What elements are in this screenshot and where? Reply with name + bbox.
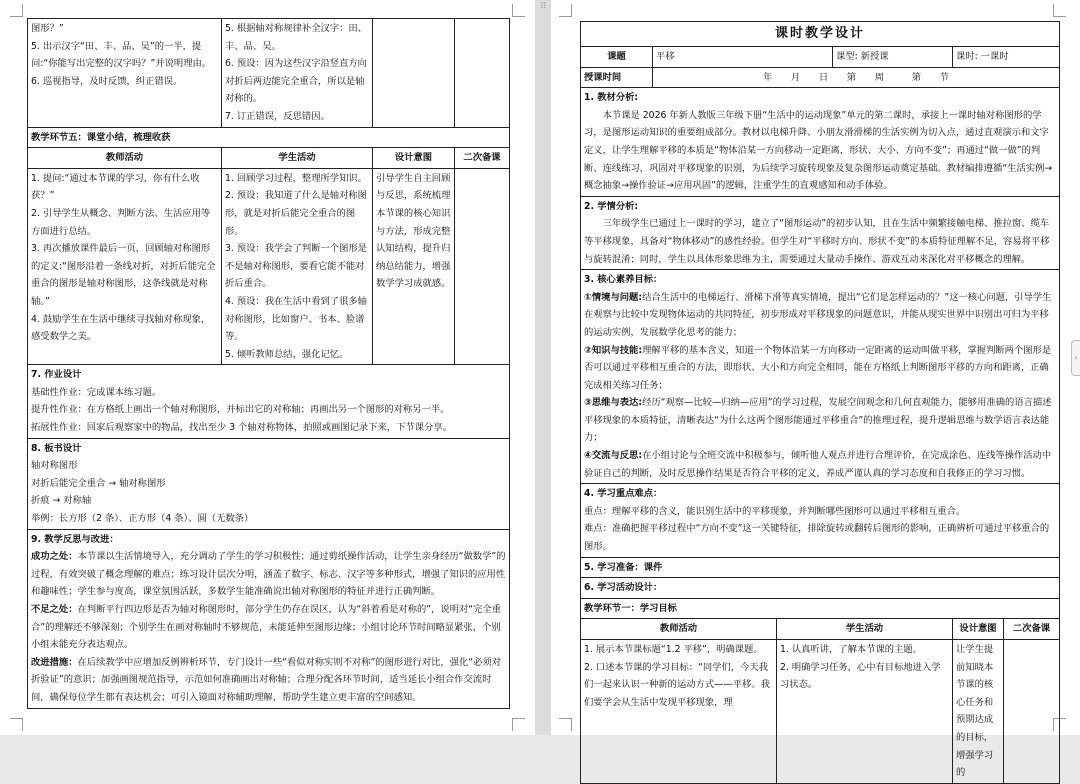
teacher-activity-cell bbox=[28, 19, 222, 128]
text-line: 图形？” bbox=[31, 23, 64, 34]
section-title: 教学环节一：学习目标 bbox=[581, 598, 1060, 619]
student-activity-cell bbox=[222, 19, 373, 128]
text-line bbox=[31, 601, 506, 654]
student-activity-cell bbox=[222, 168, 373, 365]
design-intent-cell: 让学生提前知晓本节课的核心任务和预期达成的目标，增强学习的 bbox=[953, 640, 1004, 784]
table-row bbox=[28, 168, 510, 365]
text-line: 5. 根据轴对称规律补全汉字：田、丰、品、吴。 bbox=[225, 23, 367, 52]
text-line: 5. 出示汉字“田、丰、品、吴”的一半，提问:“你能写出完整的汉字吗？”并说明理由。 bbox=[31, 40, 212, 70]
page-corner-mark bbox=[1053, 4, 1066, 17]
text-line: 重点：理解平移的含义，能识别生活中的平移现象，并判断哪些图形可以通过平移相互重合。 bbox=[584, 505, 966, 517]
side-collapse-handle[interactable]: ‹ bbox=[1071, 340, 1080, 376]
table-row bbox=[28, 438, 510, 529]
table-row bbox=[28, 529, 510, 708]
text-line: 5. 倾听教师总结，强化记忆。 bbox=[225, 348, 349, 360]
table-row bbox=[581, 47, 1060, 68]
textbook-analysis-section bbox=[581, 88, 1060, 197]
table-row bbox=[581, 270, 1060, 484]
reflection-label: 成功之处： bbox=[31, 551, 78, 563]
text-line: 拓展性作业：回家后观察家中的物品，找出至少 3 个轴对称物体，拍照或画图记录下来，下节课分享。 bbox=[31, 422, 452, 434]
text-line bbox=[584, 289, 1056, 342]
text-line: 提升性作业：在方格纸上画出一个轴对称图形，并标出它的对称轴；再画出另一个图形的对称另一半。 bbox=[31, 404, 450, 416]
page-corner-mark bbox=[10, 718, 23, 731]
preparation-section: 5. 学习准备：课件 bbox=[581, 557, 1060, 578]
page-corner-mark bbox=[559, 718, 572, 731]
section-title: 7. 作业设计 bbox=[31, 369, 82, 381]
goal-text: 在小组讨论与全班交流中积极参与，倾听他人观点并进行合理评价，在完成涂色、连线等操作活动中验证自己的判断，及时反思操作结果是否符合平移的定义，养成严谨认真的学习态度和自我修正的学习习惯。 bbox=[584, 450, 1052, 479]
table-row bbox=[581, 88, 1060, 197]
table-row bbox=[581, 557, 1060, 578]
goal-label: ④交流与反思: bbox=[584, 450, 643, 462]
page-corner-mark bbox=[512, 4, 525, 17]
left-document-page bbox=[0, 0, 535, 735]
goal-text: 结合生活中的电梯运行、滑梯下滑等真实情境，提出“它们是怎样运动的？”这一核心问题，引导学生在观察与比较中发现物体运动的共同特征，初步形成对平移现象的问题意识，并能从现实世界中识别出可归为平移的运动实例，发展数学化思考的能力； bbox=[584, 291, 1052, 338]
section-title: 9. 教学反思与改进： bbox=[31, 533, 119, 545]
text-line: 2. 引导学生从概念、判断方法、生活应用等方面进行总结。 bbox=[31, 207, 211, 237]
column-header: 二次备课 bbox=[455, 148, 510, 169]
section-title: 3. 核心素养目标： bbox=[584, 274, 663, 286]
key-points-section bbox=[581, 484, 1060, 557]
column-header: 教师活动 bbox=[28, 148, 222, 169]
column-header: 二次备课 bbox=[1004, 619, 1060, 640]
right-lesson-table bbox=[580, 21, 1060, 784]
table-row bbox=[581, 484, 1060, 557]
student-analysis-section bbox=[581, 196, 1060, 269]
column-header: 设计意图 bbox=[373, 148, 455, 169]
lesson-hours: 课时: 一课时 bbox=[953, 47, 1060, 68]
text-line bbox=[584, 447, 1056, 482]
text-line: 1. 提问:“通过本节课的学习，你有什么收获？” bbox=[31, 172, 200, 202]
second-prep-cell bbox=[455, 19, 510, 128]
time-value: 年 月 日 第 周 第 节 bbox=[653, 67, 1060, 88]
goal-text: 经历“观察—比较—归纳—应用”的学习过程，发展空间观念和几何直观能力，能够用准确的语言描述平移现象的本质特征，清晰表达“为什么这两个图形能通过平移重合”的推理过程，提升逻辑思维与数学语言表达能力； bbox=[584, 397, 1052, 444]
column-header: 教师活动 bbox=[581, 619, 777, 640]
text-line: 1. 回顾学习过程，整理所学知识。 bbox=[225, 172, 367, 184]
table-header-row bbox=[28, 148, 510, 169]
table-row bbox=[581, 196, 1060, 269]
text-line: 轴对称图形 bbox=[31, 460, 78, 472]
text-line bbox=[31, 548, 506, 601]
table-row bbox=[581, 578, 1060, 599]
reflection-text: 在判断平行四边形是否为轴对称图形时，部分学生仍存在误区，认为“斜着看是对称的”，说明对“完全重合”的理解还不够深刻；个别学生在画对称轴时不够规范，未能延伸至图形边缘；小组讨论环节时间略显紧张，个别小组未能充分表达观点。 bbox=[31, 604, 502, 651]
page-corner-mark bbox=[10, 4, 23, 17]
design-intent-cell bbox=[373, 19, 455, 128]
text-line: 1. 展示本节课标题“1.2 平移”，明确课题。 bbox=[584, 644, 763, 655]
paragraph: 本节课是 2026 年新人教版三年级下册“生活中的运动现象”单元的第二课时，承接上一课时轴对称图形的学习，是图形运动知识的重要组成部分。教材以电梯升降、小朋友滑滑梯的生活实例为切入点，通过直观演示和文字定义，让学生理解平移的本质是“物体沿某一方向移动一定距离，形状、大小、方向不变”；再通过“做一做”的判断、连线练习，巩固对平移现象的识别，为后续学习旋转现象及复杂图形运动奠定基础。教材编排遵循“生活实例→概念抽象→操作验证→应用巩固”的逻辑，注重学生的直观感知和动手体验。 bbox=[584, 109, 1053, 192]
reflection-label: 不足之处： bbox=[31, 604, 78, 615]
table-row bbox=[581, 22, 1060, 47]
lesson-type: 课型: 新授课 bbox=[833, 47, 953, 68]
goal-label: ③思维与表达: bbox=[584, 397, 643, 409]
column-header: 学生活动 bbox=[777, 619, 953, 640]
goal-label: ①情境与问题: bbox=[584, 291, 643, 303]
text-line: 基础性作业：完成课本练习题。 bbox=[31, 386, 162, 398]
text-line: 1. 认真听讲，了解本节课的主题。 bbox=[780, 644, 922, 655]
reflection-section bbox=[28, 529, 510, 708]
text-line: 对折后能完全重合 → 轴对称图形 bbox=[31, 477, 166, 489]
second-prep-cell bbox=[455, 168, 510, 365]
document-title: 课时教学设计 bbox=[581, 22, 1060, 47]
text-line bbox=[584, 394, 1056, 447]
text-line: 3. 再次播放课件最后一页，回顾轴对称图形的定义:“图形沿着一条线对折，对折后能完全重合的图形是轴对称图形，这条线就是对称轴。” bbox=[31, 243, 216, 307]
table-row bbox=[581, 640, 1060, 784]
text-line: 难点：准确把握平移过程中“方向不变”这一关键特征，排除旋转或翻转后图形的影响，正确辨析可通过平移重合的图形。 bbox=[584, 523, 1050, 553]
section-title: 4. 学习重点难点： bbox=[584, 488, 663, 500]
reflection-text: 本节课以生活情境导入，充分调动了学生的学习积极性；通过剪纸操作活动，让学生亲身经历“做数学”的过程，有效突破了概念理解的难点；练习设计层次分明，涵盖了数字、标志、汉字等多种形式，增强了知识的应用性和趣味性；学生参与度高，课堂氛围活跃，多数学生能准确说出轴对称图形的特征并进行正确判断。 bbox=[31, 551, 506, 598]
core-literacy-section bbox=[581, 270, 1060, 484]
reflection-label: 改进措施： bbox=[31, 656, 78, 668]
table-row bbox=[581, 598, 1060, 619]
table-header-row bbox=[581, 619, 1060, 640]
text-line: 7. 订正错误，反思错因。 bbox=[225, 110, 330, 122]
column-header: 学生活动 bbox=[222, 148, 373, 169]
goal-text: 理解平移的基本含义，知道一个物体沿某一方向移动一定距离的运动叫做平移，掌握判断两个图形是否可以通过平移相互重合的方法，即形状、大小和方向完全相同，能在方格纸上判断图形平移的方向和距离，正确完成相关练习任务； bbox=[584, 344, 1052, 391]
goal-label: ②知识与技能: bbox=[584, 344, 643, 356]
second-prep-cell bbox=[1004, 640, 1060, 784]
text-line: 2. 口述本节课的学习目标：“同学们，今天我们一起来认识一种新的运动方式——平移。我们要学会从生活中发现平移现象，理 bbox=[584, 661, 770, 708]
homework-section bbox=[28, 365, 510, 438]
drag-handle-icon[interactable]: ⠿ bbox=[540, 2, 547, 12]
text-line bbox=[31, 654, 506, 707]
column-header: 设计意图 bbox=[953, 619, 1004, 640]
reflection-text: 在后续教学中应增加反例辨析环节，专门设计一些“看似对称实则不对称”的图形进行对比，强化“必须对折验证”的意识；加强画图规范指导，示范如何准确画出对称轴；合理分配各环节时间，适当延长小组合作交流时间，确保每位学生都有表达机会；可引入镜面对称辅助理解，帮助学生建立更丰富的空间感知。 bbox=[31, 656, 502, 703]
table-row bbox=[28, 19, 510, 128]
time-label: 授课时间 bbox=[581, 67, 653, 88]
section-title: 2. 学情分析: bbox=[584, 200, 639, 212]
text-line bbox=[584, 342, 1056, 395]
topic-value: 平移 bbox=[653, 47, 833, 68]
design-intent-cell: 引导学生自主回顾与反思，系统梳理本节课的核心知识与方法，形成完整认知结构，提升归纳总结能力，增强数学学习成就感。 bbox=[373, 168, 455, 365]
table-row bbox=[581, 67, 1060, 88]
text-line: 4. 鼓励学生在生活中继续寻找轴对称现象，感受数学之美。 bbox=[31, 313, 211, 343]
page-corner-mark bbox=[512, 718, 525, 731]
section-title: 教学环节五：课堂小结，梳理收获 bbox=[28, 127, 510, 148]
text-line: 4. 预设：我在生活中看到了很多轴对称图形，比如窗户、书本、脸谱等。 bbox=[225, 295, 367, 343]
board-design-section bbox=[28, 438, 510, 529]
page-corner-mark bbox=[559, 4, 572, 17]
teacher-activity-cell bbox=[28, 168, 222, 365]
text-line: 2. 明确学习任务，心中有目标地进入学习状态。 bbox=[780, 661, 941, 691]
section-title: 6. 学习活动设计： bbox=[581, 578, 1060, 599]
paragraph: 三年级学生已通过上一课时的学习，建立了“图形运动”的初步认知，且在生活中频繁接触电梯、推拉窗、缆车等平移现象，具备对“物体移动”的感性经验。但学生对“平移时方向、形状不变”的本质特征理解不足，容易将平移与旋转混淆；同时，学生以具体形象思维为主，需要通过大量动手操作、游戏互动来深化对平移概念的理解。 bbox=[584, 218, 1050, 265]
student-activity-cell bbox=[777, 640, 953, 784]
text-line: 2. 预设：我知道了什么是轴对称图形，就是对折后能完全重合的图形。 bbox=[225, 190, 367, 237]
text-line: 6. 预设：因为这些汉字沿竖直方向对折后两边能完全重合，所以是轴对称的。 bbox=[225, 58, 367, 105]
text-line: 3. 预设：我学会了判断一个图形是不是轴对称图形，要看它能不能对折后重合。 bbox=[225, 243, 367, 290]
text-line: 举例：长方形（2 条）、正方形（4 条）、圆（无数条） bbox=[31, 513, 254, 525]
table-row bbox=[28, 127, 510, 148]
topic-label: 课题 bbox=[581, 47, 653, 68]
section-title: 1. 教材分析: bbox=[584, 92, 639, 104]
section-title: 8. 板书设计 bbox=[31, 442, 82, 454]
text-line: 折痕 → 对称轴 bbox=[31, 495, 92, 507]
text-line: 6. 巡视指导，及时反馈，纠正错误。 bbox=[31, 75, 183, 87]
left-lesson-table bbox=[27, 18, 510, 709]
right-document-page bbox=[551, 0, 1080, 779]
page-gutter bbox=[535, 0, 551, 735]
teacher-activity-cell bbox=[581, 640, 777, 784]
table-row bbox=[28, 365, 510, 438]
